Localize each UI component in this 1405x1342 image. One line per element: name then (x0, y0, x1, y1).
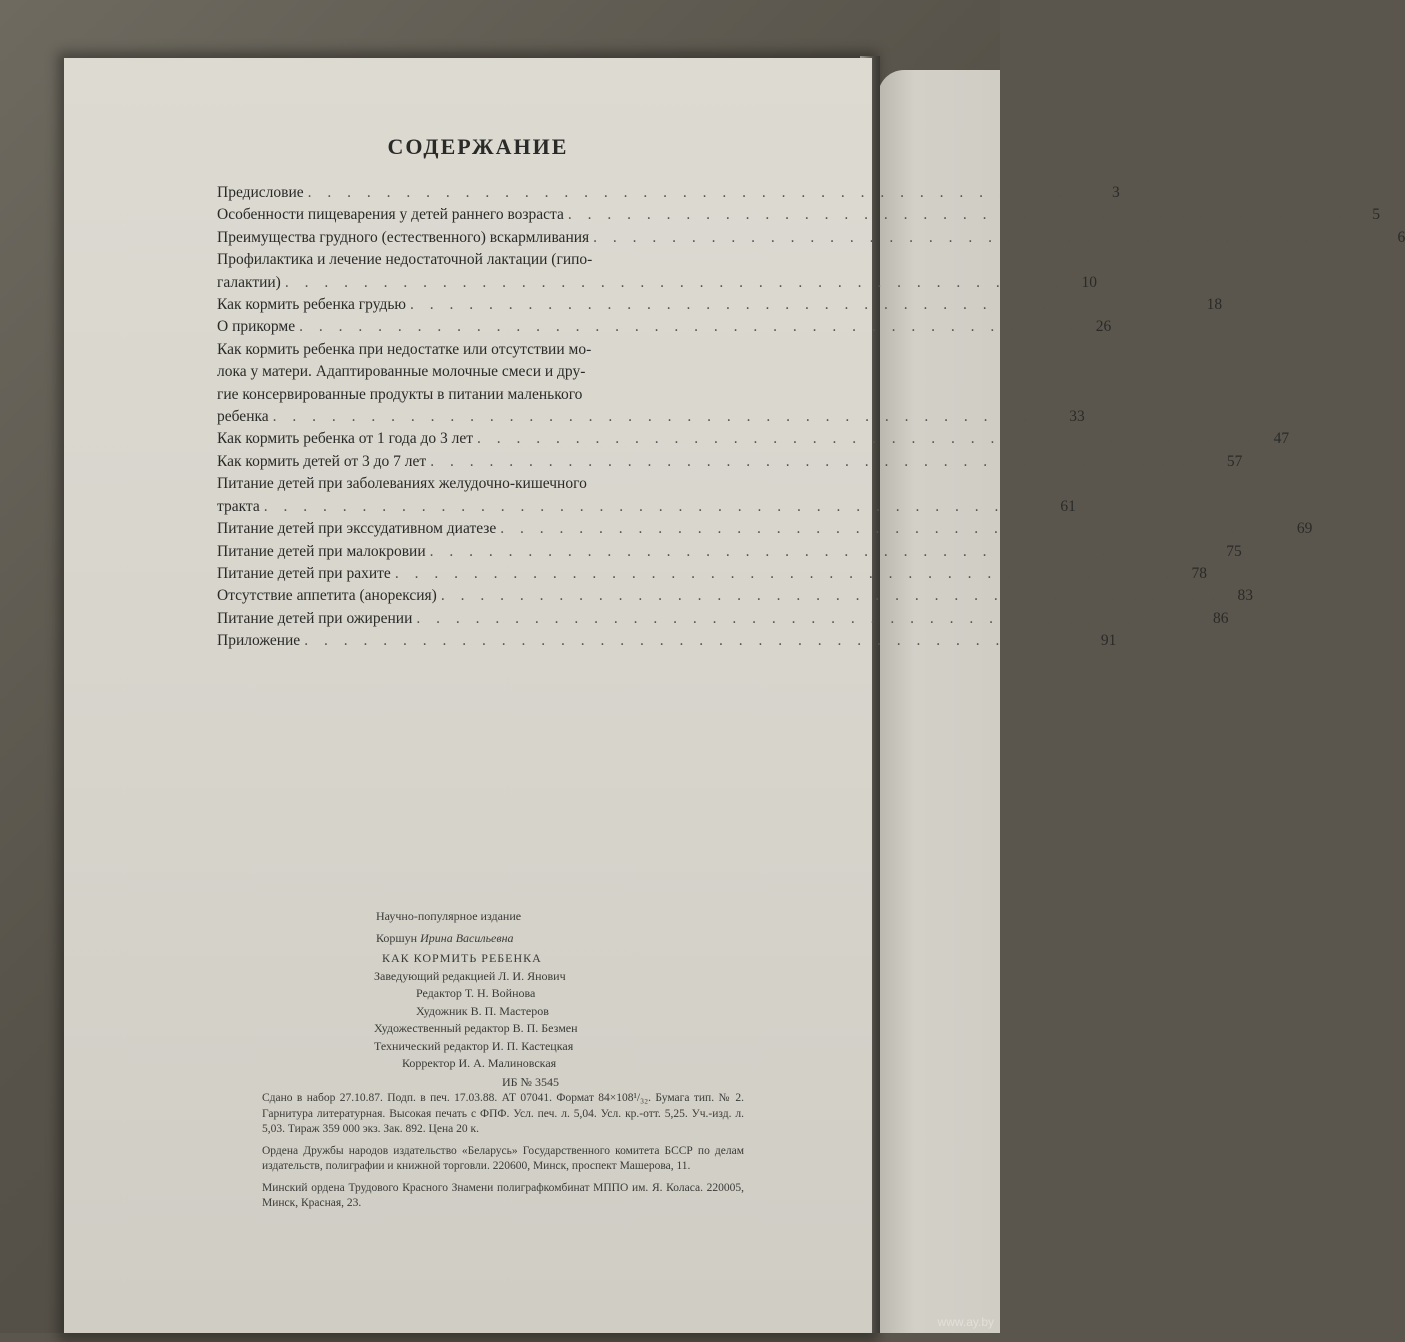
toc-entry-text: Как кормить ребенка от 1 года до 3 лет (217, 430, 474, 448)
toc-entry-text: Предисловие (217, 184, 304, 201)
dot-leader (500, 518, 1280, 540)
toc-line (217, 294, 1223, 316)
toc-page-number: 75 (1226, 542, 1242, 560)
dot-leader (304, 630, 1084, 652)
staff-list (204, 968, 764, 1073)
toc-entry (217, 227, 1405, 249)
toc-entry-text: Питание детей при ожирении (217, 609, 413, 627)
print-details: Сдано в набор 27.10.87. Подп. в печ. 17.03.88. АТ 07041. Формат 84×108¹/₃₂. Бумага тип. № 2. Гарнитура литературная. Высокая печать с ФПФ. Усл. печ. л. 5,04. Усл. кр.-отт. 5,25. Уч.-изд. л. 5,03. Тираж 359 000 экз. Зак. 892. Цена 20 к. (262, 1092, 744, 1135)
toc-page-number: 69 (1296, 520, 1313, 538)
dot-leader (430, 451, 1210, 473)
toc-line (217, 182, 1120, 204)
toc-entry-text: Питание детей при экссудативном диатезе (217, 520, 497, 538)
toc-page-number: 18 (1206, 296, 1223, 314)
toc-entry (217, 339, 1085, 429)
dot-leader (299, 316, 1079, 338)
facing-page-edge (878, 70, 1000, 1333)
dot-leader (308, 182, 1088, 204)
toc-line (217, 406, 1085, 428)
imprint (204, 908, 764, 1212)
toc-entry (217, 249, 1097, 294)
toc-entry-text: Приложение (217, 632, 301, 650)
staff-line: Заведующий редакцией Л. И. Янович (374, 968, 566, 983)
toc-line (217, 608, 1229, 630)
toc-entry (217, 294, 1223, 316)
dot-leader (568, 204, 1348, 226)
ib-number: ИБ № 3545 (502, 1074, 560, 1089)
toc-entry (217, 608, 1229, 630)
toc-entry (217, 204, 1381, 226)
toc-entry-text: гие консервированные продукты в питании маленького (217, 385, 583, 403)
toc-page-number: 5 (1372, 206, 1381, 224)
author-line (204, 930, 764, 948)
staff-line: Технический редактор И. П. Кастецкая (374, 1038, 574, 1053)
table-of-contents (217, 182, 1405, 653)
toc-entry (217, 473, 1076, 518)
toc-line (217, 272, 1097, 294)
toc-line (217, 585, 1253, 607)
edition-type: Научно-популярное издание (376, 909, 522, 923)
dot-leader (273, 406, 1053, 428)
toc-entry-text: Профилактика и лечение недостаточной лактации (гипо- (217, 251, 593, 269)
dot-leader (477, 428, 1257, 450)
toc-line (217, 563, 1207, 585)
toc-entry-text: Особенности пищеварения у детей раннего возраста (217, 206, 564, 224)
toc-page-number: 57 (1226, 452, 1243, 470)
toc-line (217, 204, 1381, 226)
toc-entry-text: Как кормить детей от 3 до 7 лет (217, 452, 427, 470)
dot-leader (441, 585, 1221, 607)
toc-page-number: 26 (1095, 318, 1112, 336)
toc-entry-text: Отсутствие аппетита (анорексия) (217, 587, 437, 605)
toc-page-number: 78 (1191, 564, 1207, 582)
toc-entry-text: Преимущества грудного (естественного) вскармливания (217, 228, 590, 246)
toc-entry-text: ребенка (217, 408, 269, 426)
toc-entry-text: Питание детей при заболеваниях желудочно-кишечного (217, 475, 587, 493)
toc-entry (217, 451, 1243, 473)
toc-entry (217, 541, 1242, 563)
toc-page-number: 10 (1081, 273, 1097, 291)
page-title: СОДЕРЖАНИЕ (387, 134, 569, 159)
toc-entry-text: О прикорме (217, 318, 296, 336)
toc-entry (217, 182, 1120, 204)
toc-line (217, 451, 1243, 473)
dot-leader (264, 496, 1044, 518)
printer-info: Минский ордена Трудового Красного Знамени полиграфкомбинат МППО им. Я. Коласа. 220005, Минск, Красная, 23. (262, 1181, 744, 1209)
toc-entry (217, 316, 1112, 338)
staff-line: Художественный редактор В. П. Безмен (374, 1021, 578, 1035)
author-surname: Коршун (376, 930, 418, 945)
toc-entry (217, 630, 1117, 652)
staff-line: Художник В. П. Мастеров (416, 1003, 549, 1018)
toc-entry-text: Как кормить ребенка при недостатке или отсутствии мо- (217, 340, 592, 358)
toc-entry (217, 563, 1207, 585)
staff-line: Редактор Т. Н. Войнова (416, 986, 536, 1000)
book-title: КАК КОРМИТЬ РЕБЕНКА (382, 951, 542, 965)
toc-line (217, 428, 1290, 450)
toc-page-number: 61 (1060, 497, 1076, 515)
toc-entry-text: Как кормить ребенка грудью (217, 296, 406, 314)
toc-line (217, 496, 1076, 518)
toc-entry-text: лока у матери. Адаптированные молочные смеси и дру- (217, 363, 586, 381)
watermark: www.ay.by (937, 1315, 994, 1329)
toc-line (217, 316, 1112, 338)
toc-line (217, 541, 1242, 563)
toc-line (217, 630, 1117, 652)
dot-leader (416, 608, 1196, 630)
toc-page-number: 83 (1237, 587, 1253, 605)
dot-leader (430, 541, 1210, 563)
toc-line (217, 227, 1405, 249)
dot-leader (410, 294, 1190, 316)
toc-entry-text: галактии) (217, 273, 281, 291)
author-given-name: Ирина Васильевна (420, 930, 514, 945)
toc-entry (217, 585, 1253, 607)
toc-entry (217, 428, 1290, 450)
toc-entry-text: тракта (217, 497, 260, 515)
toc-page-number: 47 (1273, 430, 1290, 448)
toc-page-number: 86 (1213, 609, 1229, 627)
toc-entry-text: Питание детей при малокровии (217, 542, 426, 560)
toc-page-number: 91 (1100, 632, 1117, 650)
dot-leader (285, 272, 1065, 294)
toc-page-number: 6 (1397, 228, 1405, 246)
publisher-info: Ордена Дружбы народов издательство «Беларусь» Государственного комитета БССР по делам издательств, полиграфии и книжной торговли. 220600, Минск, проспект Машерова, 11. (262, 1144, 744, 1172)
toc-entry (217, 518, 1313, 540)
dot-leader (395, 563, 1175, 585)
toc-line (217, 518, 1313, 540)
toc-entry-text: Питание детей при рахите (217, 564, 391, 582)
staff-line: Корректор И. А. Малиновская (402, 1056, 557, 1070)
toc-page-number: 3 (1112, 184, 1120, 201)
dot-leader (593, 227, 1373, 249)
toc-page-number: 33 (1069, 408, 1085, 426)
